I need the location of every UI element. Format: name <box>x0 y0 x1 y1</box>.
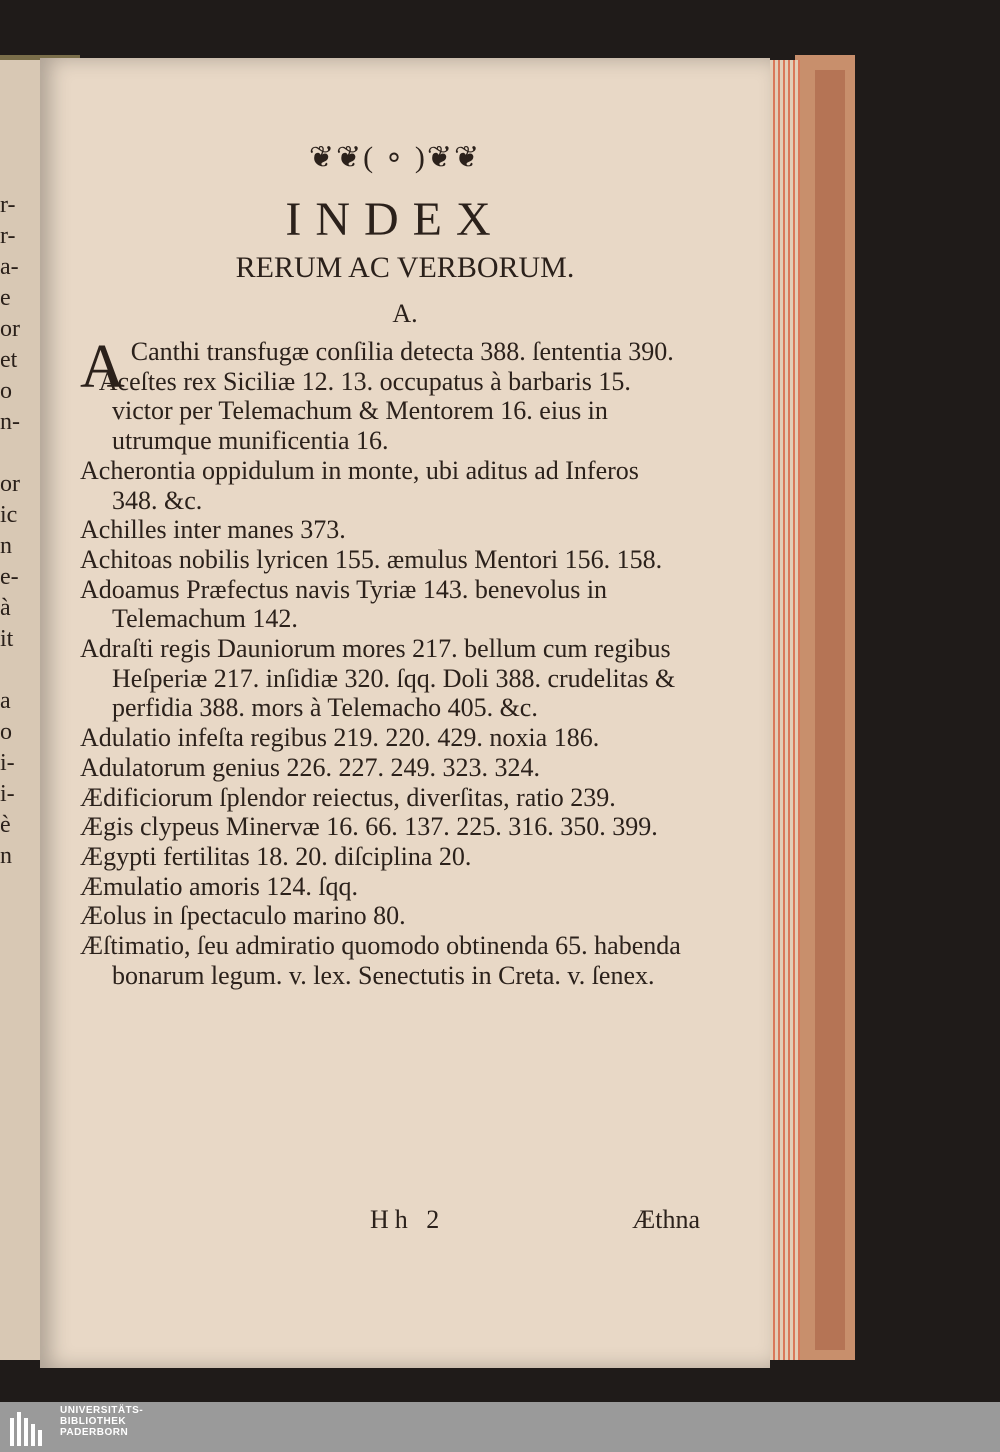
left-page-fragment: a <box>0 688 11 714</box>
page-subtitle: RERUM AC VERBORUM. <box>235 251 575 284</box>
catchword: Æthna <box>632 1205 700 1234</box>
left-page-fragment: e <box>0 285 11 311</box>
left-page-fragment: à <box>0 595 11 621</box>
library-logo-icon <box>8 1408 48 1448</box>
left-page-fragment: n <box>0 533 12 559</box>
left-page-fragment: o <box>0 378 12 404</box>
index-entry: Æolus in ſpectaculo marino 80. <box>80 901 406 931</box>
library-name: UNIVERSITÄTS- BIBLIOTHEK PADERBORN <box>60 1405 144 1438</box>
page-title: INDEX <box>285 193 505 246</box>
index-entry: Achitoas nobilis lyricen 155. æmulus Mentori 156. 158. <box>80 544 663 574</box>
index-entry: Ægypti fertilitas 18. 20. diſciplina 20. <box>80 841 472 871</box>
signature-mark: Hh 2 <box>370 1205 446 1234</box>
index-entry: Adulatorum genius 226. 227. 249. 323. 324. <box>80 752 541 782</box>
book-cover-inner <box>815 70 845 1350</box>
left-page-fragment: r- <box>0 223 16 249</box>
index-entry: Adoamus Præfectus navis Tyriæ 143. benevolus in Telemachum 142. <box>80 574 608 634</box>
left-page-fragment: or <box>0 316 20 342</box>
left-page-fragment <box>0 655 38 686</box>
index-entry: Adraſti regis Dauniorum mores 217. bellum cum regibus Heſperiæ 217. inſidiæ 320. ſqq. Doli 388. crudelitas & perfidia 388. mors à Telemacho 405. &c. <box>80 634 676 723</box>
page-content <box>80 140 690 990</box>
left-page-fragment: n- <box>0 409 20 435</box>
entry-text: Canthi transfugæ conſilia detecta 388. ſententia 390. <box>130 337 674 366</box>
index-entry: Achilles inter manes 373. <box>80 515 346 545</box>
drop-cap: A <box>80 333 125 401</box>
section-letter: A. <box>392 299 418 328</box>
left-page-fragment: it <box>0 626 14 652</box>
index-entry: Æmulatio amoris 124. ſqq. <box>80 871 359 901</box>
index-entry: Acherontia oppidulum in monte, ubi aditus ad Inferos 348. &c. <box>80 455 639 515</box>
header-ornament: ❦❦( ∘ )❦❦ <box>308 141 482 174</box>
left-page-fragment: o <box>0 719 12 745</box>
index-entry: Adulatio infeſta regibus 219. 220. 429. noxia 186. <box>80 723 600 753</box>
left-page-fragment: a- <box>0 254 19 280</box>
ornament-left-icon: ❦❦ <box>308 141 364 174</box>
index-entry: Aceſtes rex Siciliæ 12. 13. occupatus à barbaris 15. victor per Telemachum & Mentorem 16. eius in utrumque munificentia 16. <box>98 366 631 456</box>
index-entry: Ægis clypeus Minervæ 16. 66. 137. 225. 316. 350. 399. <box>80 812 658 842</box>
left-page-fragment: ic <box>0 502 18 528</box>
left-page-fragment: et <box>0 347 18 373</box>
left-page-fragment: è <box>0 812 11 838</box>
index-entry: Ædificiorum ſplendor reiectus, diverſitas, ratio 239. <box>80 782 616 812</box>
ornament-right-icon: ❦❦ <box>426 141 482 174</box>
page-footer <box>80 1205 700 1237</box>
index-entry: Æſtimatio, ſeu admiratio quomodo obtinenda 65. habenda bonarum legum. v. lex. Senectutis in Creta. v. ſenex. <box>80 931 681 990</box>
index-entry <box>80 333 690 401</box>
left-page-fragment: r- <box>0 192 16 218</box>
left-page-fragment <box>0 438 38 469</box>
left-page-fragment: i- <box>0 781 15 807</box>
left-page-fragment: i- <box>0 750 15 776</box>
library-banner <box>0 1402 1000 1452</box>
left-page-text <box>0 190 38 872</box>
left-page-fragment: or <box>0 471 20 497</box>
index-entries <box>80 333 690 990</box>
left-page-fragment: n <box>0 843 12 869</box>
left-page-fragment: e- <box>0 564 19 590</box>
